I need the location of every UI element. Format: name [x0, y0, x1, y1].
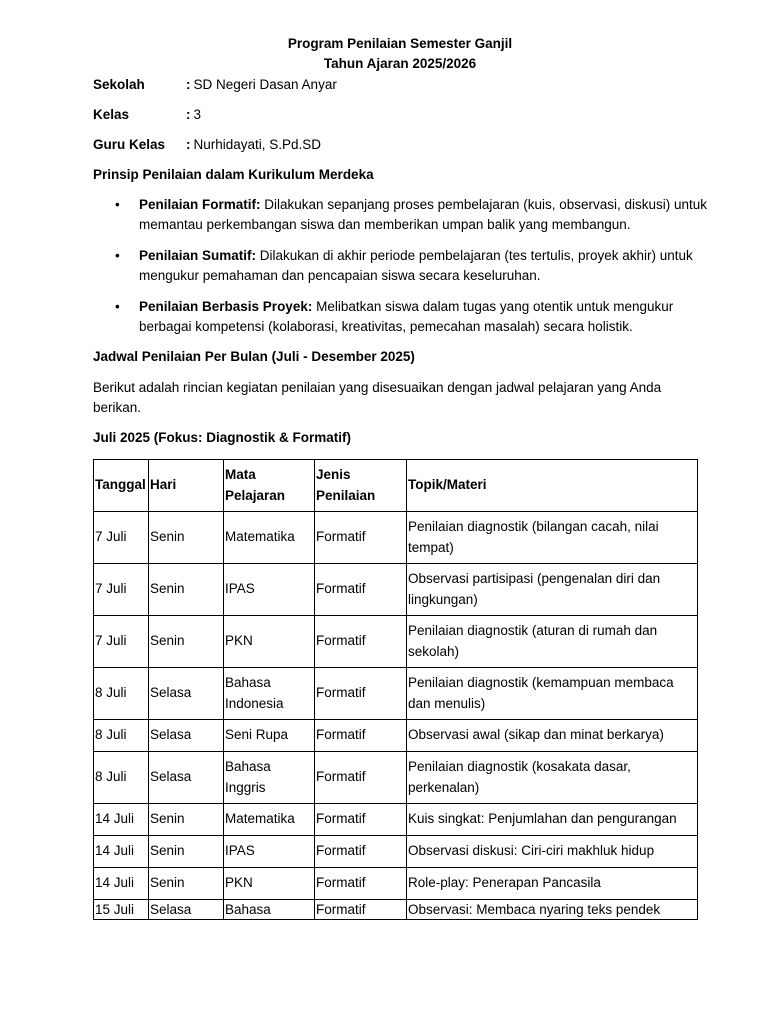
table-row — [94, 836, 698, 868]
cell-assessment-type: Formatif — [315, 616, 407, 668]
cell-date: 14 Juli — [94, 836, 149, 868]
principle-text: Melibatkan siswa dalam tugas yang otentik untuk mengukur berbagai kompetensi (kolaborasi, kreativitas, pemecahan masalah) secara holistik. — [139, 299, 674, 334]
cell-date: 14 Juli — [94, 804, 149, 836]
principle-text: Dilakukan di akhir periode pembelajaran (tes tertulis, proyek akhir) untuk mengukur pemahaman dan pencapaian siswa secara keseluruhan. — [139, 248, 693, 283]
cell-assessment-type: Formatif — [315, 868, 407, 900]
schedule-heading: Jadwal Penilaian Per Bulan (Juli - Desember 2025) — [93, 349, 415, 364]
cell-subject: IPAS — [224, 836, 315, 868]
cell-topic: Observasi: Membaca nyaring teks pendek — [407, 900, 698, 920]
document-subtitle: Tahun Ajaran 2025/2026 — [323, 56, 477, 71]
cell-assessment-type: Formatif — [315, 720, 407, 752]
cell-day: Senin — [149, 836, 224, 868]
table-row — [94, 512, 698, 564]
cell-date: 7 Juli — [94, 512, 149, 564]
header-topic: Topik/Materi — [407, 460, 698, 512]
info-label-teacher: Guru Kelas — [93, 137, 166, 152]
cell-topic: Role-play: Penerapan Pancasila — [407, 868, 698, 900]
cell-assessment-type: Formatif — [315, 512, 407, 564]
info-value-class: 3 — [193, 107, 202, 122]
cell-subject: Matematika — [224, 804, 315, 836]
info-label-school: Sekolah — [93, 77, 145, 92]
info-value-teacher: Nurhidayati, S.Pd.SD — [193, 137, 322, 152]
header-day: Hari — [149, 460, 224, 512]
cell-day: Selasa — [149, 720, 224, 752]
table-row — [94, 720, 698, 752]
cell-subject: Bahasa Indonesia — [224, 668, 315, 720]
cell-topic: Penilaian diagnostik (aturan di rumah dan sekolah) — [407, 616, 698, 668]
cell-day: Selasa — [149, 900, 224, 920]
schedule-table — [93, 459, 698, 920]
header-assessment-type: Jenis Penilaian — [315, 460, 407, 512]
cell-date: 8 Juli — [94, 752, 149, 804]
cell-topic: Kuis singkat: Penjumlahan dan pengurangan — [407, 804, 698, 836]
bullet-icon: • — [115, 248, 120, 263]
cell-date: 8 Juli — [94, 668, 149, 720]
table-row — [94, 804, 698, 836]
document-title: Program Penilaian Semester Ganjil — [287, 36, 513, 51]
principle-term: Penilaian Berbasis Proyek: — [139, 299, 313, 314]
cell-day: Selasa — [149, 668, 224, 720]
principle-term: Penilaian Sumatif: — [139, 248, 257, 263]
info-colon: : — [186, 77, 191, 92]
table-row — [94, 868, 698, 900]
cell-assessment-type: Formatif — [315, 804, 407, 836]
cell-subject: Bahasa — [224, 900, 315, 920]
cell-topic: Penilaian diagnostik (kemampuan membaca dan menulis) — [407, 668, 698, 720]
principle-item-formative — [115, 195, 709, 235]
info-colon: : — [186, 137, 191, 152]
cell-date: 7 Juli — [94, 616, 149, 668]
cell-topic: Penilaian diagnostik (kosakata dasar, perkenalan) — [407, 752, 698, 804]
schedule-intro: Berikut adalah rincian kegiatan penilaian yang disesuaikan dengan jadwal pelajaran yang Anda berikan. — [93, 380, 662, 415]
principle-item-summative — [115, 246, 709, 286]
info-row-school — [93, 75, 337, 95]
cell-subject: Matematika — [224, 512, 315, 564]
info-colon: : — [186, 107, 191, 122]
cell-assessment-type: Formatif — [315, 668, 407, 720]
cell-subject: IPAS — [224, 564, 315, 616]
cell-topic: Observasi partisipasi (pengenalan diri dan lingkungan) — [407, 564, 698, 616]
cell-subject: PKN — [224, 868, 315, 900]
cell-day: Senin — [149, 564, 224, 616]
cell-subject: Seni Rupa — [224, 720, 315, 752]
cell-day: Selasa — [149, 752, 224, 804]
cell-subject: Bahasa Inggris — [224, 752, 315, 804]
cell-date: 15 Juli — [94, 900, 149, 920]
cell-date: 14 Juli — [94, 868, 149, 900]
cell-day: Senin — [149, 868, 224, 900]
cell-day: Senin — [149, 804, 224, 836]
table-row — [94, 900, 698, 920]
table-row — [94, 668, 698, 720]
cell-topic: Observasi awal (sikap dan minat berkarya) — [407, 720, 698, 752]
bullet-icon: • — [115, 299, 120, 314]
cell-assessment-type: Formatif — [315, 836, 407, 868]
cell-day: Senin — [149, 616, 224, 668]
cell-topic: Penilaian diagnostik (bilangan cacah, nilai tempat) — [407, 512, 698, 564]
table-header-row — [94, 460, 698, 512]
info-label-class: Kelas — [93, 107, 130, 122]
principle-term: Penilaian Formatif: — [139, 197, 261, 212]
principles-heading: Prinsip Penilaian dalam Kurikulum Merdeka — [93, 167, 374, 182]
cell-assessment-type: Formatif — [315, 564, 407, 616]
cell-day: Senin — [149, 512, 224, 564]
info-value-school: SD Negeri Dasan Anyar — [193, 77, 337, 92]
header-date: Tanggal — [94, 460, 149, 512]
table-row — [94, 616, 698, 668]
cell-date: 8 Juli — [94, 720, 149, 752]
principle-text: Dilakukan sepanjang proses pembelajaran (kuis, observasi, diskusi) untuk memantau perkembangan siswa dan memberikan umpan balik yang membangun. — [139, 197, 708, 232]
cell-date: 7 Juli — [94, 564, 149, 616]
month-heading: Juli 2025 (Fokus: Diagnostik & Formatif) — [93, 430, 352, 445]
cell-assessment-type: Formatif — [315, 752, 407, 804]
principle-item-project — [115, 297, 709, 337]
info-row-teacher — [93, 135, 321, 155]
info-row-class — [93, 105, 201, 125]
table-row — [94, 564, 698, 616]
cell-assessment-type: Formatif — [315, 900, 407, 920]
header-subject: Mata Pelajaran — [224, 460, 315, 512]
cell-topic: Observasi diskusi: Ciri-ciri makhluk hidup — [407, 836, 698, 868]
cell-subject: PKN — [224, 616, 315, 668]
table-row — [94, 752, 698, 804]
bullet-icon: • — [115, 197, 120, 212]
